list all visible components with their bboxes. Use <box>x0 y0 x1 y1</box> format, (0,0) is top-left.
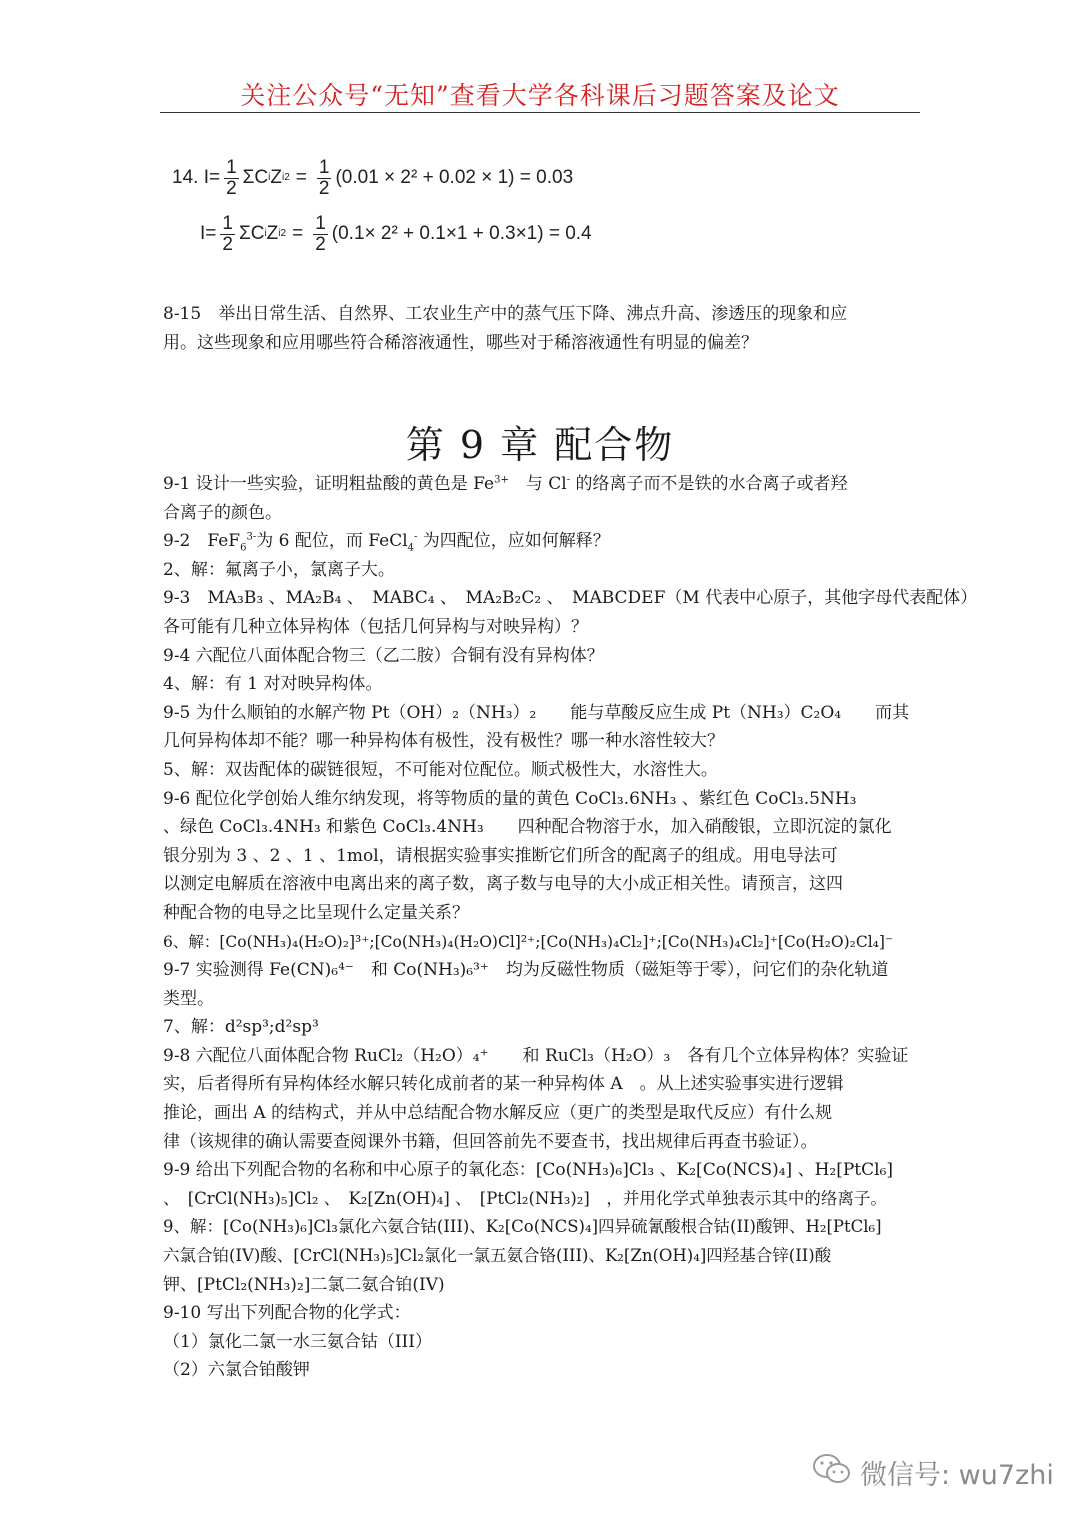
fraction-half-2 <box>313 214 328 255</box>
wechat-icon <box>812 1452 852 1493</box>
fraction-denominator: 2 <box>318 177 330 199</box>
subscript: 6 <box>240 542 247 554</box>
text-segment: 为 6 配位，而 FeCl <box>256 531 408 552</box>
text-line: 种配合物的电导之比呈现什么定量关系？ <box>163 902 469 923</box>
superscript: 3- <box>246 531 257 543</box>
fraction-numerator: 1 <box>315 213 326 234</box>
text-line: 六氯合铂(IV)酸、[CrCl(NH₃)₅]Cl₂氯化一氯五氨合铬(III)、K₂[Zn(OH)₄]四羟基合锌(II)酸 <box>163 1246 832 1266</box>
text-line: 9-3 MA₃B₃ 、MA₂B₄ 、 MABC₄ 、 MA₂B₂C₂ 、 MABCDEF（M 代表中心原子，其他字母代表配体） <box>163 588 978 609</box>
chapter-title: 第 9 章 配合物 <box>405 423 675 467</box>
text-line: 5、解：双齿配体的碳链很短，不可能对位配位。顺式极性大，水溶性大。 <box>163 759 718 780</box>
text-segment: 的络离子而不是铁的水合离子或者羟 <box>570 474 848 494</box>
formula-equals-2: = <box>292 223 304 245</box>
text-line: 9-6 配位化学创始人维尔纳发现，将等物质的量的黄色 CoCl₃.6NH₃ 、紫红色 CoCl₃.5NH₃ <box>163 788 857 809</box>
superscript: - <box>414 531 418 543</box>
text-line: 钾、[PtCl₂(NH₃)₂]二氯二氨合铂(IV) <box>163 1274 445 1295</box>
header-divider <box>160 112 920 113</box>
superscript: 3+ <box>494 474 509 486</box>
formula-expression: (0.01 × 2² + 0.02 × 1) = 0.03 <box>335 167 574 189</box>
formula-label: 14. I <box>172 167 209 189</box>
text-line: 8-15 举出日常生活、自然界、工农业生产中的蒸气压下降、沸点升高、渗透压的现象和应 <box>163 304 848 324</box>
text-line: 9-8 六配位八面体配合物 RuCl₂（H₂O）₄⁺ 和 RuCl₃（H₂O）₃ 各有几个立体异构体？实验证 <box>163 1045 909 1066</box>
charge-term: Z <box>266 223 279 245</box>
formula-expression: (0.1× 2² + 0.1×1 + 0.3×1) = 0.4 <box>331 223 592 245</box>
sum-term: ΣC <box>242 167 269 189</box>
text-line: 各可能有几种立体异构体（包括几何异构与对映异构）？ <box>163 616 588 637</box>
formula-equals-2: = <box>295 167 307 189</box>
text-line: （2）六氯合铂酸钾 <box>163 1360 310 1381</box>
text-line: 推论，画出 A 的结构式，并从中总结配合物水解反应（更广的类型是取代反应）有什么规 <box>163 1103 833 1124</box>
formula-label: I <box>200 223 206 245</box>
sum-term: ΣC <box>238 223 265 245</box>
chapter-9-content <box>163 470 978 1385</box>
text-line: 几何异构体却不能？哪一种异构体有极性，没有极性？哪一种水溶性较大？ <box>163 731 724 752</box>
wechat-watermark <box>812 1452 1054 1493</box>
fraction-numerator: 1 <box>318 157 330 178</box>
text-line: 2、解：氟离子小，氯离子大。 <box>163 559 395 580</box>
text-line: 类型。 <box>163 988 214 1009</box>
fraction-denominator: 2 <box>222 233 233 255</box>
page-header-title: 关注公众号“无知”查看大学各科课后习题答案及论文 <box>240 81 840 110</box>
subscript: 4 <box>407 542 415 554</box>
text-line-9-2 <box>163 527 923 556</box>
text-line: 6、解：[Co(NH₃)₄(H₂O)₂]³⁺;[Co(NH₃)₄(H₂O)Cl]²⁺;[Co(NH₃)₄Cl₂]⁺;[Co(NH₃)₄Cl₂]⁺[Co(H₂O)₂Cl₄]⁻ <box>163 932 894 951</box>
text-line: （1）氯化二氯一水三氨合钴（III） <box>163 1331 432 1352</box>
superscript: - <box>566 474 571 486</box>
text-line: 7、解：d²sp³;d²sp³ <box>163 1017 319 1038</box>
text-segment: 9-1 设计一些实验，证明粗盐酸的黄色是 Fe <box>163 474 495 494</box>
text-segment: 为四配位，应如何解释？ <box>417 531 610 552</box>
text-line: 以测定电解质在溶液中电离出来的离子数，离子数与电导的大小成正相关性。请预言，这四 <box>163 874 843 895</box>
text-segment: 与 Cl <box>508 474 567 494</box>
fraction-numerator: 1 <box>226 157 237 178</box>
fraction-half <box>224 158 239 199</box>
formula-ionic-strength-1: 14. I = $\frac{1}{2}$ ΣC i Z i 2 = $\frac{1}{2}$ (0.01 × 2² + 0.02 × 1) = 0.03 <box>172 157 574 199</box>
text-line: 9-5 为什么顺铂的水解产物 Pt（OH）₂（NH₃）₂ 能与草酸反应生成 Pt（NH₃）C₂O₄ 而其 <box>163 702 910 723</box>
text-line: 实，后者得所有异构体经水解只转化成前者的某一种异构体 A 。从上述实验事实进行逻辑 <box>163 1074 844 1095</box>
charge-term: Z <box>270 167 282 189</box>
watermark-text: 微信号: wu7zhi <box>860 1460 1054 1491</box>
text-line: 、 [CrCl(NH₃)₅]Cl₂ 、 K₂[Zn(OH)₄] 、 [PtCl₂(NH₃)₂] ，并用化学式单独表示其中的络离子。 <box>163 1188 887 1208</box>
fraction-numerator: 1 <box>222 213 233 234</box>
fraction-denominator: 2 <box>315 233 326 255</box>
text-line: 9-9 给出下列配合物的名称和中心原子的氧化态：[Co(NH₃)₆]Cl₃ 、K₂[Co(NCS)₄] 、H₂[PtCl₆] <box>163 1160 894 1181</box>
fraction-denominator: 2 <box>226 177 237 199</box>
text-line: 4、解：有 1 对对映异构体。 <box>163 674 383 695</box>
text-line: 9-10 写出下列配合物的化学式： <box>163 1303 411 1324</box>
text-line: 9、解：[Co(NH₃)₆]Cl₃氯化六氨合钴(III)、K₂[Co(NCS)₄]四异硫氰酸根合钴(II)酸钾、H₂[PtCl₆] <box>163 1217 882 1237</box>
formula-equals: = <box>205 223 217 245</box>
text-line: 合离子的颜色。 <box>163 502 282 523</box>
text-line: 银分别为 3 、2 、1 、1mol，请根据实验事实推断它们所含的配离子的组成。用电导法可 <box>163 845 838 866</box>
fraction-half <box>220 214 235 255</box>
text-line-9-1 <box>163 470 923 499</box>
text-line: 用。这些现象和应用哪些符合稀溶液通性，哪些对于稀溶液通性有明显的偏差？ <box>163 332 758 353</box>
text-line: 9-7 实验测得 Fe(CN)₆⁴⁻ 和 Co(NH₃)₆³⁺ 均为反磁性物质（磁矩等于零），问它们的杂化轨道 <box>163 960 889 981</box>
text-line: 9-4 六配位八面体配合物三（乙二胺）合铜有没有异构体？ <box>163 645 604 666</box>
text-line: 律（该规律的确认需要查阅课外书籍，但回答前先不要查书，找出规律后再查书验证）。 <box>163 1131 818 1152</box>
text-segment: 9-2 FeF <box>163 531 241 552</box>
formula-ionic-strength-2: I = $\frac{1}{2}$ ΣC i Z i 2 = $\frac{1}{2}$ (0.1× 2² + 0.1×1 + 0.3×1) = 0.4 <box>200 213 592 255</box>
question-8-15 <box>163 300 923 357</box>
formula-equals: = <box>208 167 221 189</box>
fraction-half-2 <box>317 158 332 199</box>
text-line: 、绿色 CoCl₃.4NH₃ 和紫色 CoCl₃.4NH₃ 四种配合物溶于水，加入硝酸银，立即沉淀的氯化 <box>163 817 892 838</box>
